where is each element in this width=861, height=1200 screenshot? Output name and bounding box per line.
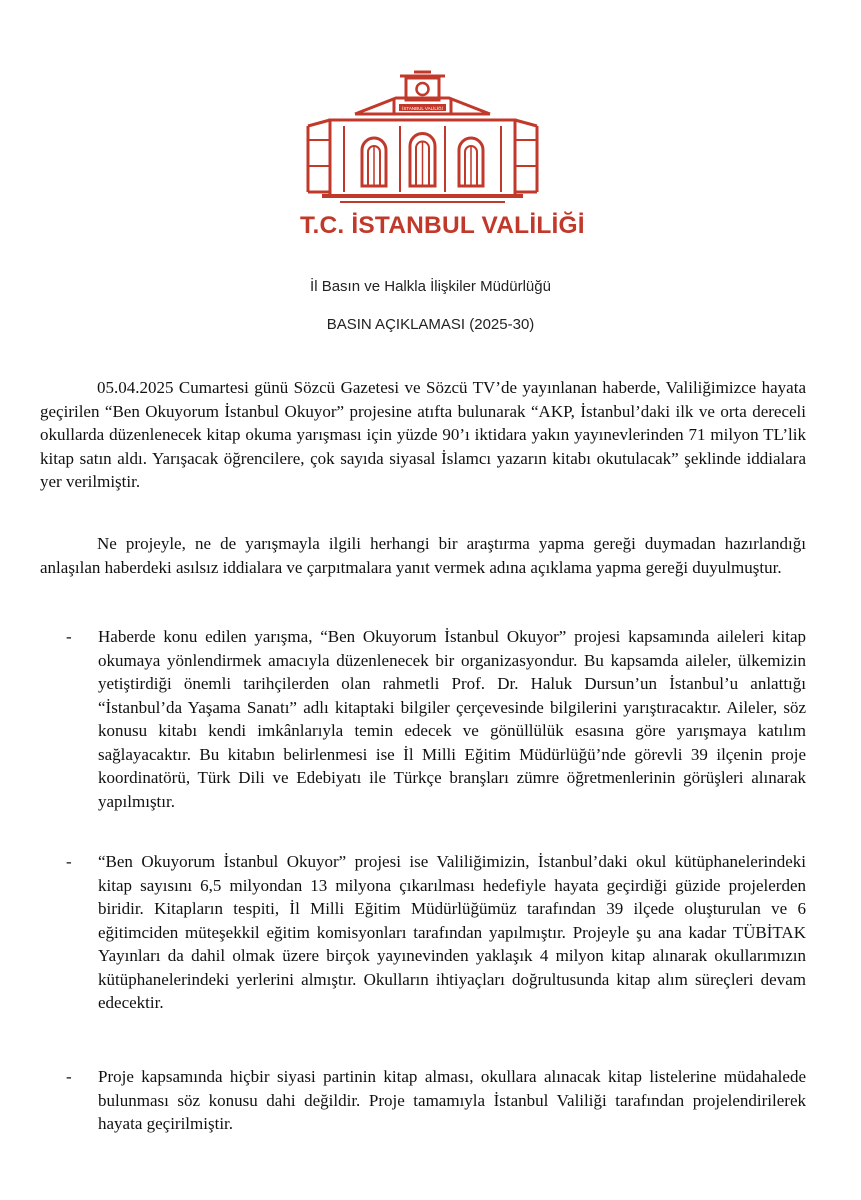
bullet-dash: -: [66, 852, 72, 871]
logo-title: T.C. İSTANBUL VALİLİĞİ: [300, 212, 585, 239]
response-paragraph: Ne projeyle, ne de yarışmayla ilgili herhangi bir araştırma yapma gereği duymadan hazırlandığı anlaşılan haberdeki asılsız iddialara ve çarpıtmalara yanıt vermek adına açıklama yapma gereği duyulmuştur.: [40, 534, 806, 577]
bullet-item-competition: [40, 625, 806, 813]
press-release-title: BASIN AÇIKLAMASI (2025-30): [326, 316, 535, 333]
bullet-dash: -: [66, 1067, 72, 1086]
bullet-text: Proje kapsamında hiçbir siyasi partinin kitap alması, okullara alınacak kitap listelerine müdahalede bulunması söz konusu dahi değildir. Proje tamamıyla İstanbul Valiliği tarafından projelendirilerek hayata geçirilmiştir.: [98, 1067, 806, 1133]
bullet-text: Haberde konu edilen yarışma, “Ben Okuyorum İstanbul Okuyor” projesi kapsamında aileleri kitap okumaya yönlendirmek amacıyla düzenlenecek bir organizasyondur. Bu kapsamda aileler, ülkemizin yetiştirdiği önemli tarihçilerden olan rahmetli Prof. Dr. Haluk Dursun’un İstanbul’u anlattığı “İstanbul’da Yaşama Sanatı” adlı kitaptaki bilgiler çerçevesinde bilgilerini yarıştıracaktır. Aileler, söz konusu kitabı kendi imkânlarıyla temin edecek ve gönüllülük esasına göre yarışmaya katılım sağlayacaktır. Bu kitabın belirlenmesi ise İl Milli Eğitim Müdürlüğü’nde görevli 39 ilçenin proje koordinatörü, Türk Dili ve Edebiyatı ile Türkçe branşları zümre öğretmenlerinin görüşleri alınarak yapılmıştır.: [98, 627, 806, 811]
bullet-item-project: [40, 850, 806, 1015]
department-name: İl Basın ve Halkla İlişkiler Müdürlüğü: [310, 278, 551, 295]
valilik-logo: [300, 68, 585, 248]
bullet-item-political: [40, 1065, 806, 1136]
svg-text:İSTANBUL VALİLİĞİ: İSTANBUL VALİLİĞİ: [402, 106, 443, 111]
valilik-building-emblem: [300, 68, 545, 208]
bullet-dash: -: [66, 627, 72, 646]
bullet-text: “Ben Okuyorum İstanbul Okuyor” projesi ise Valiliğimizin, İstanbul’daki okul kütüphanelerindeki kitap sayısını 6,5 milyondan 13 milyona çıkarılması hedefiyle hayata geçirdiği güzide projelerden biridir. Kitapların tespiti, İl Milli Eğitim Müdürlüğümüz tarafından 39 ilçede oluşturulan ve 6 eğitimciden müteşekkil eğitim komisyonları tarafından yapılmıştır. Projeyle şu ana kadar TÜBİTAK Yayınları da dahil olmak üzere birçok yayınevinden yaklaşık 4 milyon kitap alınarak okullarımızın kütüphanelerindeki yerlerini almıştır. Okulların ihtiyaçları doğrultusunda kitap alım süreçleri devam edecektir.: [98, 852, 806, 1012]
intro-paragraph: 05.04.2025 Cumartesi günü Sözcü Gazetesi ve Sözcü TV’de yayınlanan haberde, Valiliğimizce hayata geçirilen “Ben Okuyorum İstanbul Okuyor” projesine atıfta bulunarak “AKP, İstanbul’daki ilk ve orta dereceli okullarda düzenlenecek kitap okuma yarışması için yüzde 90’ı iktidara yakın yayınevlerinden 71 milyon TL’lik kitap satın aldı. Yarışacak öğrencilere, çok sayıda siyasal İslamcı yazarın kitabı okutulacak” şeklinde iddialara yer verilmiştir.: [40, 378, 806, 491]
